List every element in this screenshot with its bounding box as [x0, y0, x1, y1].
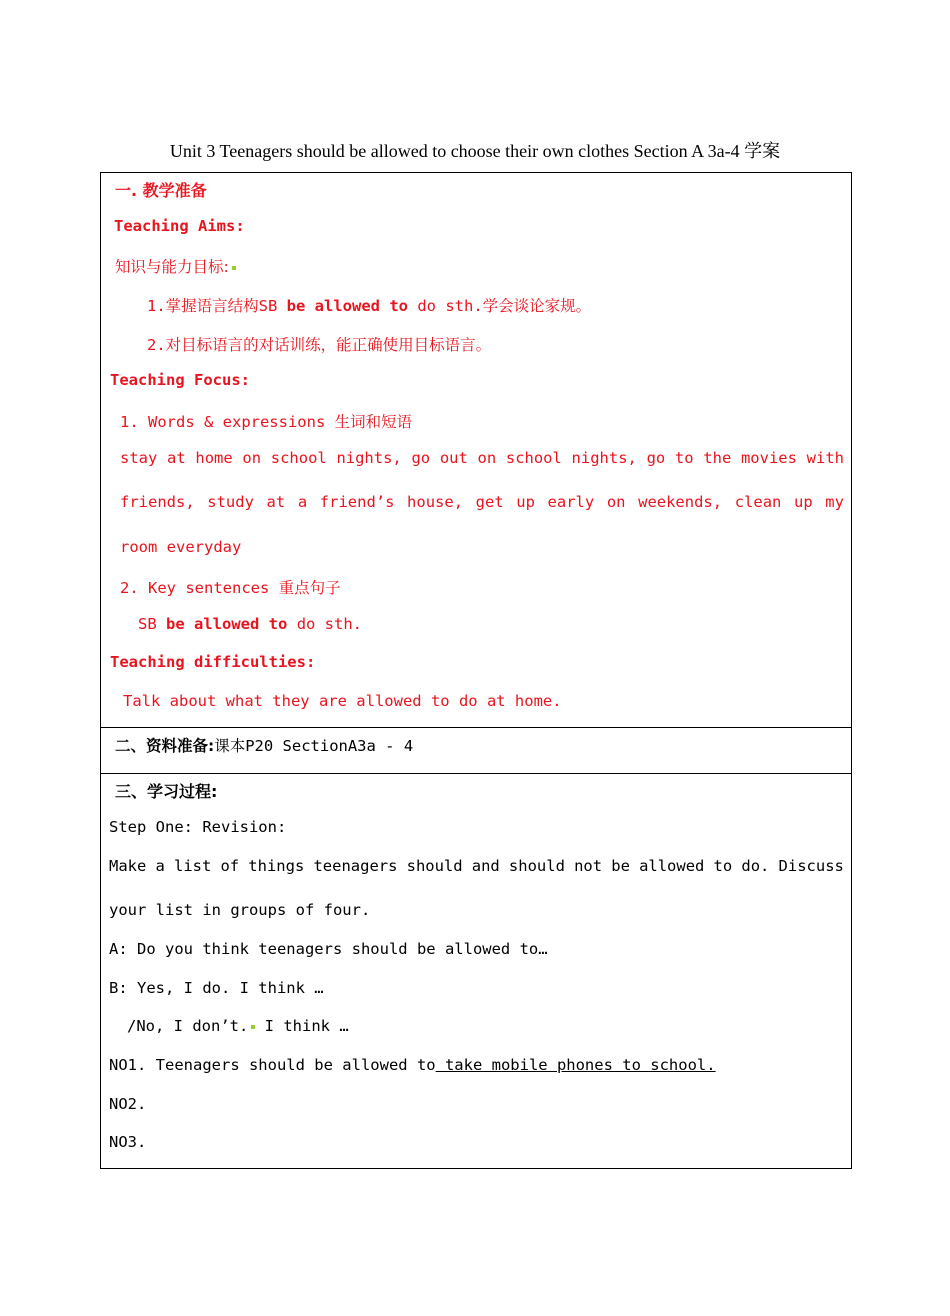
section1-heading: 一. 教学准备	[115, 181, 207, 200]
task-word: allowed	[639, 857, 705, 875]
teaching-aims-label: Teaching Aims:	[114, 217, 245, 235]
dialog-b: B: Yes, I do. I think …	[109, 979, 324, 997]
materials-line: 二、资料准备:课本P20 SectionA3a - 4	[115, 737, 414, 755]
phrase-word: up	[794, 493, 813, 511]
section3-heading: 三、学习过程:	[115, 782, 218, 801]
task-word: list	[173, 857, 212, 875]
task-word: teenagers	[313, 857, 398, 875]
teaching-difficulties-label: Teaching difficulties:	[110, 653, 316, 671]
key-sentences-label: 2. Key sentences 重点句子	[120, 579, 341, 597]
dialog-no: /No, I don’t. I think …	[127, 1017, 349, 1035]
task-word: not	[574, 857, 603, 875]
phrase-word: my	[825, 493, 844, 511]
phrase-word: nights,	[571, 449, 637, 467]
phrase-word: weekends,	[638, 493, 723, 511]
task-line-2: your list in groups of four.	[109, 901, 371, 919]
phrase-word: on	[242, 449, 262, 467]
phrase-word: house,	[407, 493, 464, 511]
phrase-word: out	[439, 449, 468, 467]
marker-dot-icon	[251, 1025, 255, 1029]
answer-no1-fill: take mobile phones to school.	[435, 1056, 716, 1074]
task-word: Make	[109, 857, 147, 875]
phrase-word: to	[674, 449, 694, 467]
knowledge-goals-label: 知识与能力目标:	[115, 255, 236, 277]
answer-no1: NO1. Teenagers should be allowed to take mobile phones to school.	[109, 1056, 716, 1074]
dialog-a: A: Do you think teenagers should be allowed to…	[109, 940, 548, 958]
task-line-1	[109, 857, 844, 875]
phrase-word: get	[475, 493, 504, 511]
phrase-word: friend’s	[319, 493, 395, 511]
phrase-word: early	[547, 493, 595, 511]
phrase-word: at	[167, 449, 186, 467]
task-word: do.	[741, 857, 770, 875]
phrase-word: school	[270, 449, 327, 467]
phrase-word: friends,	[120, 493, 195, 511]
task-word: should	[406, 857, 463, 875]
marker-dot-icon	[232, 266, 236, 270]
phrase-line-1	[120, 449, 844, 467]
phrase-word: go	[411, 449, 431, 467]
phrase-word: movies	[740, 449, 797, 467]
teaching-focus-label: Teaching Focus:	[110, 371, 250, 389]
phrase-word: a	[297, 493, 308, 511]
phrase-word: the	[703, 449, 732, 467]
phrase-word: go	[646, 449, 666, 467]
answer-no2: NO2.	[109, 1095, 147, 1113]
teaching-difficulties-text: Talk about what they are allowed to do at home.	[123, 692, 562, 710]
section-teaching-preparation	[100, 172, 852, 728]
aim-item-2: 2.对目标语言的对话训练，能正确使用目标语言。	[147, 336, 492, 354]
document-title: Unit 3 Teenagers should be allowed to choose their own clothes Section A 3a-4 学案	[169, 141, 781, 161]
phrase-word: on	[477, 449, 497, 467]
phrase-word: study	[207, 493, 254, 511]
phrase-word: on	[606, 493, 626, 511]
phrase-word: with	[806, 449, 844, 467]
phrase-word: at	[266, 493, 286, 511]
task-word: be	[611, 857, 630, 875]
phrase-word: clean	[734, 493, 782, 511]
step-one-label: Step One: Revision:	[109, 818, 287, 836]
answer-no3: NO3.	[109, 1133, 147, 1151]
task-word: and	[471, 857, 500, 875]
phrase-line-3: room everyday	[120, 538, 242, 556]
task-word: of	[220, 857, 240, 875]
aim-item-1: 1.掌握语言结构SB be allowed to do sth.学会谈论家规。	[147, 297, 592, 315]
section-learning-process	[100, 773, 852, 1169]
task-word: things	[248, 857, 305, 875]
phrase-word: stay	[120, 449, 158, 467]
phrase-word: nights,	[336, 449, 402, 467]
phrase-line-2	[120, 493, 844, 511]
task-word: to	[713, 857, 733, 875]
task-word: Discuss	[778, 857, 844, 875]
task-word: a	[155, 857, 165, 875]
phrase-word: school	[505, 449, 562, 467]
key-sentence: SB be allowed to do sth.	[138, 615, 363, 633]
words-expressions-label: 1. Words & expressions 生词和短语	[120, 413, 413, 431]
section-materials	[100, 727, 852, 774]
phrase-word: home	[195, 449, 233, 467]
task-word: should	[508, 857, 565, 875]
phrase-word: up	[516, 493, 535, 511]
